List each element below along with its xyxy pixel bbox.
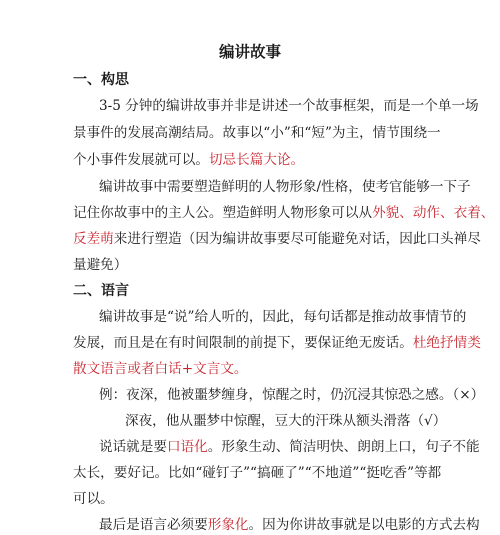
paragraph-line <box>73 333 481 353</box>
paragraph-line <box>73 229 481 249</box>
paragraph-line <box>73 150 304 170</box>
paragraph-line: 编讲故事是“说”给人听的，因此，每句话都是推动故事情节的 <box>99 309 467 325</box>
paragraph-line <box>73 203 494 223</box>
text-run: 说话就是要 <box>99 439 167 455</box>
emphasis-text: 反差萌 <box>73 231 114 247</box>
emphasis-text: 外貌、动作、衣着、 <box>372 205 495 221</box>
document-title: 编讲故事 <box>218 42 281 61</box>
paragraph-line <box>99 437 480 457</box>
paragraph-line <box>99 515 480 535</box>
emphasis-text: 口语化 <box>166 439 208 455</box>
paragraph-line: 量避免） <box>73 257 128 273</box>
example-bad: 例：夜深，他被噩梦缠身，惊醒之时，仍沉浸其惊恐之感。（×） <box>99 387 485 403</box>
emphasis-text: 形象化 <box>207 517 249 533</box>
emphasis-text: 杜绝抒情类 <box>412 335 481 351</box>
paragraph-line: 景事件的发展高潮结局。故事以“小”和“短”为主，情节围绕一 <box>73 125 441 141</box>
emphasis-text: 切忌长篇大论。 <box>208 152 305 168</box>
text-run: 个小事件发展就可以。 <box>73 152 209 168</box>
example-good: 深夜，他从噩梦中惊醒，豆大的汗珠从额头滑落（√） <box>125 413 447 429</box>
text-run: 来进行塑造（因为编讲故事要尽可能避免对话，因此口头禅尽 <box>113 231 481 247</box>
paragraph-line: 太长，要好记。比如“碰钉子”“搞砸了”“不地道”“挺吃香”等都 <box>73 465 442 481</box>
text-run: 。形象生动、简洁明快、朗朗上口，句子不能 <box>207 439 480 455</box>
text-run: 记住你故事中的主人公。塑造鲜明人物形象可以从 <box>73 205 373 221</box>
section-heading-conception: 一、构思 <box>73 72 129 88</box>
emphasis-line: 散文语言或者白话+文言文。 <box>73 361 248 377</box>
paragraph-line: 3-5 分钟的编讲故事并非是讲述一个故事框架，而是一个单一场 <box>99 98 479 114</box>
text-run: 。因为你讲故事就是以电影的方式去构 <box>248 517 480 533</box>
section-heading-language: 二、语言 <box>73 283 129 299</box>
text-run: 最后是语言必须要 <box>99 517 208 533</box>
paragraph-line: 编讲故事中需要塑造鲜明的人物形象/性格，使考官能够一下子 <box>99 179 471 195</box>
paragraph-line: 可以。 <box>73 491 114 507</box>
text-run: 发展，而且是在有时间限制的前提下，要保证绝无废话。 <box>73 335 413 351</box>
